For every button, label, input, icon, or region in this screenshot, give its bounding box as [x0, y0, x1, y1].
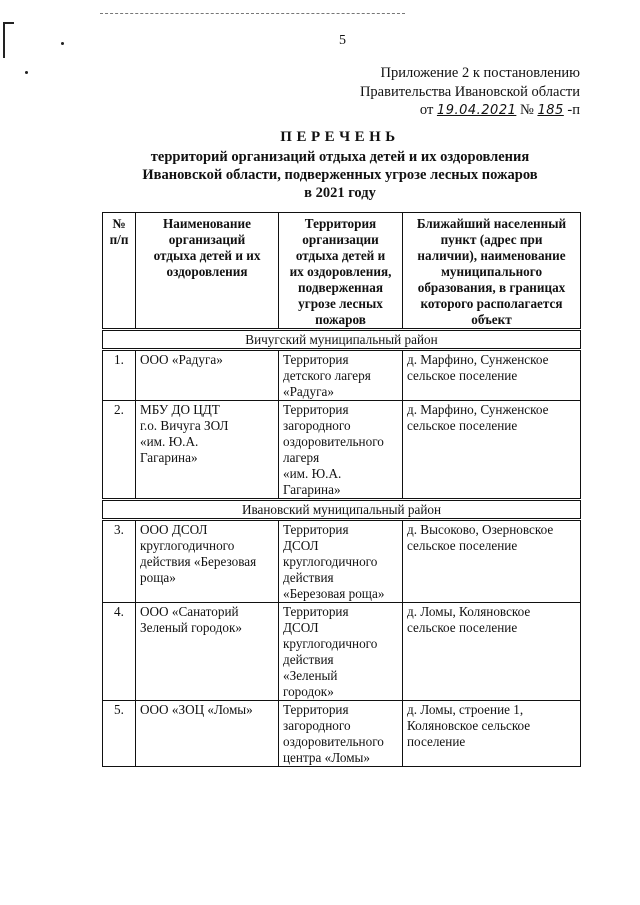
territory-description — [279, 603, 403, 701]
text-line: объект — [471, 312, 512, 327]
document-title — [140, 128, 540, 202]
settlement-name — [403, 701, 581, 767]
text-line: Территория — [283, 604, 349, 619]
text-line: Зеленый городок» — [140, 620, 242, 635]
organization-name — [136, 401, 279, 500]
title-main: ПЕРЕЧЕНЬ — [280, 129, 400, 145]
text-line: круглогодичного — [283, 554, 378, 569]
text-line: ДСОЛ — [283, 538, 319, 553]
text-line: муниципального — [440, 264, 543, 279]
row-number: 1. — [103, 350, 136, 401]
text-line: наличии), наименование — [417, 248, 566, 263]
row-number: 5. — [103, 701, 136, 767]
text-line: действия «Березовая — [140, 554, 257, 569]
text-line: городок» — [283, 684, 334, 699]
scan-bracket-mark — [3, 22, 14, 58]
table-header-row — [103, 213, 581, 330]
page-number: 5 — [339, 33, 346, 48]
text-line: № — [112, 216, 126, 231]
text-line: Территория — [304, 216, 377, 231]
text-line: сельское поселение — [407, 368, 518, 383]
row-number: 3. — [103, 520, 136, 603]
text-line: образования, в границах — [417, 280, 566, 295]
text-line: ООО «Санаторий — [140, 604, 239, 619]
scan-dot-mark — [25, 71, 28, 74]
text-line: ООО «Радуга» — [140, 352, 223, 367]
territory-description — [279, 701, 403, 767]
header-territory — [279, 213, 403, 330]
text-line: поселение — [407, 734, 466, 749]
region-name: Вичугский муниципальный район — [103, 330, 581, 350]
territory-description — [279, 350, 403, 401]
text-line: которого располагается — [420, 296, 563, 311]
text-line: сельское поселение — [407, 620, 518, 635]
territory-description — [279, 401, 403, 500]
appendix-header — [280, 64, 580, 121]
text-line: ООО ДСОЛ — [140, 522, 208, 537]
text-line: Гагарина» — [283, 482, 341, 497]
scan-dot-mark — [61, 42, 64, 45]
text-line: круглогодичного — [140, 538, 235, 553]
header-name — [136, 213, 279, 330]
text-line: угрозе лесных — [298, 296, 383, 311]
text-line: загородного — [283, 418, 351, 433]
text-line: г.о. Вичуга ЗОЛ — [140, 418, 229, 433]
table-row — [103, 350, 581, 401]
top-dashed-line — [100, 13, 405, 14]
text-line: д. Высоково, Озерновское — [407, 522, 554, 537]
from-label: от — [419, 102, 434, 118]
organization-name — [136, 350, 279, 401]
text-line: д. Ломы, Коляновское — [407, 604, 531, 619]
title-line-1: территорий организаций отдыха детей и их оздоровления — [150, 149, 530, 165]
text-line: лагеря — [283, 450, 320, 465]
text-line: пункт (адрес при — [440, 232, 543, 247]
text-line: оздоровительного — [283, 734, 384, 749]
text-line: д. Марфино, Сунженское — [407, 402, 549, 417]
text-line: Коляновское сельское — [407, 718, 531, 733]
territory-table — [102, 212, 581, 767]
text-line: организаций — [168, 232, 246, 247]
text-line: д. Марфино, Сунженское — [407, 352, 549, 367]
region-row — [103, 500, 581, 520]
table-row — [103, 520, 581, 603]
number-suffix: -п — [567, 102, 580, 118]
table-row — [103, 701, 581, 767]
text-line: действия — [283, 652, 334, 667]
text-line: Гагарина» — [140, 450, 198, 465]
organization-name — [136, 701, 279, 767]
number-label: № — [519, 102, 534, 118]
table-row — [103, 401, 581, 500]
organization-name — [136, 520, 279, 603]
settlement-name — [403, 401, 581, 500]
text-line: отдыха детей и — [295, 248, 386, 263]
organization-name — [136, 603, 279, 701]
text-line: Ближайший населенный — [416, 216, 567, 231]
handwritten-date: 19.04.2021 — [436, 103, 517, 118]
table-row — [103, 603, 581, 701]
text-line: детского лагеря — [283, 368, 371, 383]
text-line: «Радуга» — [283, 384, 334, 399]
text-line: «им. Ю.А. — [283, 466, 342, 481]
text-line: оздоровительного — [283, 434, 384, 449]
appendix-date-line — [280, 101, 580, 121]
text-line: подверженная — [298, 280, 383, 295]
text-line: сельское поселение — [407, 538, 518, 553]
text-line: п/п — [109, 232, 129, 247]
settlement-name — [403, 350, 581, 401]
settlement-name — [403, 603, 581, 701]
title-line-3: в 2021 году — [304, 185, 376, 201]
territory-description — [279, 520, 403, 603]
text-line: роща» — [140, 570, 176, 585]
text-line: ООО «ЗОЦ «Ломы» — [140, 702, 253, 717]
row-number: 2. — [103, 401, 136, 500]
text-line: ДСОЛ — [283, 620, 319, 635]
text-line: Территория — [283, 702, 349, 717]
text-line: организации — [302, 232, 379, 247]
text-line: пожаров — [315, 312, 366, 327]
text-line: «Зеленый — [283, 668, 338, 683]
text-line: Территория — [283, 352, 349, 367]
handwritten-number: 185 — [537, 103, 564, 118]
text-line: Территория — [283, 402, 349, 417]
text-line: загородного — [283, 718, 351, 733]
settlement-name — [403, 520, 581, 603]
text-line: Территория — [283, 522, 349, 537]
text-line: круглогодичного — [283, 636, 378, 651]
text-line: д. Ломы, строение 1, — [407, 702, 524, 717]
title-line-2: Ивановской области, подверженных угрозе лесных пожаров — [142, 167, 538, 183]
text-line: Наименование — [163, 216, 251, 231]
text-line: действия — [283, 570, 334, 585]
header-num — [103, 213, 136, 330]
text-line: МБУ ДО ЦДТ — [140, 402, 220, 417]
text-line: оздоровления — [166, 264, 248, 279]
text-line: «Березовая роща» — [283, 586, 385, 601]
text-line: сельское поселение — [407, 418, 518, 433]
appendix-line-1: Приложение 2 к постановлению — [380, 65, 580, 81]
header-settlement — [403, 213, 581, 330]
region-row — [103, 330, 581, 350]
row-number: 4. — [103, 603, 136, 701]
appendix-line-2: Правительства Ивановской области — [359, 83, 580, 100]
text-line: отдыха детей и их — [153, 248, 261, 263]
text-line: центра «Ломы» — [283, 750, 370, 765]
text-line: их оздоровления, — [289, 264, 392, 279]
text-line: «им. Ю.А. — [140, 434, 199, 449]
region-name: Ивановский муниципальный район — [103, 500, 581, 520]
